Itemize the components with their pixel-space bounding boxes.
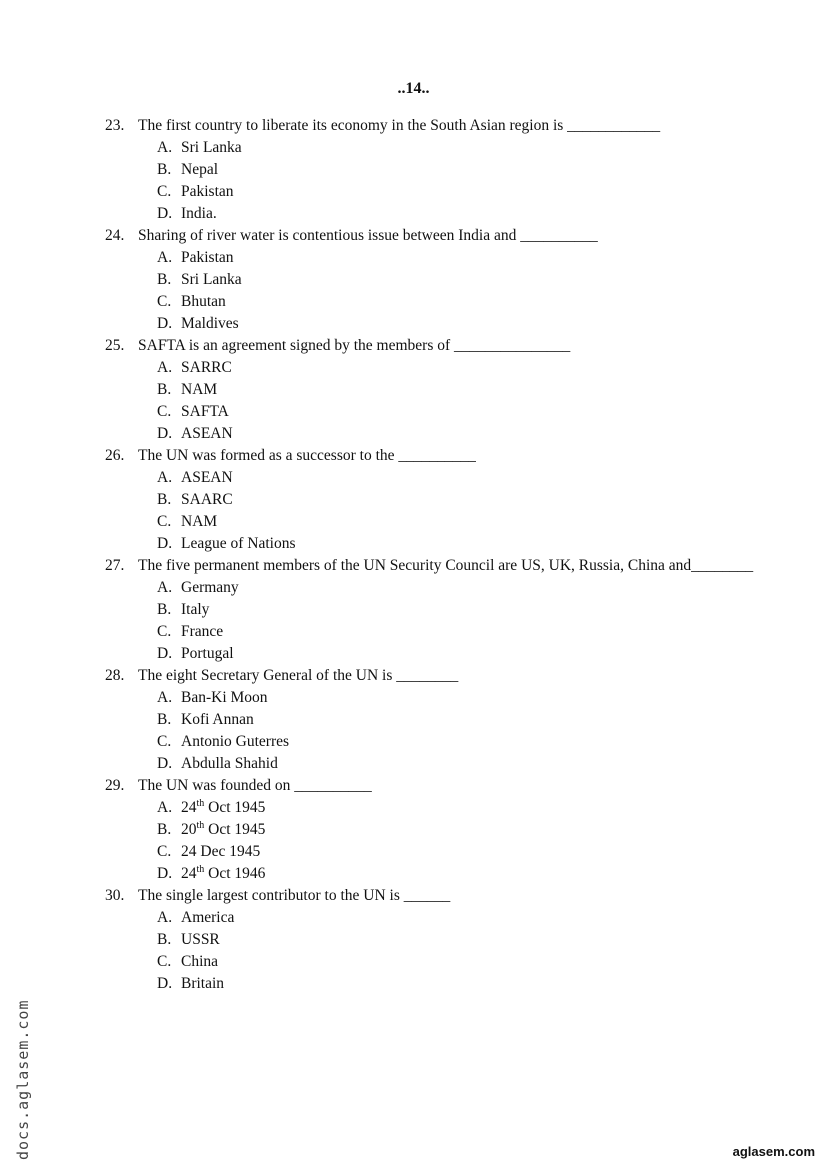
question-text: The first country to liberate its economy in the South Asian region is ____________ bbox=[138, 117, 661, 134]
question-30 bbox=[105, 885, 775, 907]
option bbox=[105, 797, 775, 819]
option bbox=[105, 687, 775, 709]
option-letter: D. bbox=[157, 865, 173, 882]
question-text: The eight Secretary General of the UN is ________ bbox=[138, 667, 459, 684]
footer-brand: aglasem.com bbox=[732, 1144, 815, 1159]
option-letter: B. bbox=[157, 821, 172, 838]
option-letter: C. bbox=[157, 403, 172, 420]
question-text: The UN was founded on __________ bbox=[138, 777, 372, 794]
option-text: NAM bbox=[181, 513, 218, 530]
option-day: 20 bbox=[181, 821, 197, 838]
question-number: 29. bbox=[105, 777, 125, 794]
question-26 bbox=[105, 445, 775, 467]
question-number: 26. bbox=[105, 447, 125, 464]
option-day: 24 bbox=[181, 799, 197, 816]
ordinal-suffix: th bbox=[196, 797, 205, 809]
option bbox=[105, 709, 775, 731]
option-text: Britain bbox=[181, 975, 225, 992]
option bbox=[105, 313, 775, 335]
question-23 bbox=[105, 115, 775, 137]
option-letter: D. bbox=[157, 425, 173, 442]
option bbox=[105, 511, 775, 533]
option-text: Kofi Annan bbox=[181, 711, 254, 728]
option-letter: A. bbox=[157, 579, 173, 596]
option-rest: Oct 1945 bbox=[204, 799, 266, 816]
option-rest: Oct 1946 bbox=[204, 865, 266, 882]
option bbox=[105, 159, 775, 181]
option-text: Nepal bbox=[181, 161, 219, 178]
option-letter: B. bbox=[157, 491, 172, 508]
option-text: Portugal bbox=[181, 645, 234, 662]
option-text: SAARC bbox=[181, 491, 233, 508]
side-watermark: docs.aglasem.com bbox=[14, 999, 32, 1160]
option-text: USSR bbox=[181, 931, 220, 948]
option-letter: A. bbox=[157, 359, 173, 376]
option-letter: C. bbox=[157, 953, 172, 970]
option bbox=[105, 291, 775, 313]
option bbox=[105, 643, 775, 665]
question-29 bbox=[105, 775, 775, 797]
option-letter: B. bbox=[157, 711, 172, 728]
option-letter: C. bbox=[157, 843, 172, 860]
option-letter: A. bbox=[157, 909, 173, 926]
page-number: ..14.. bbox=[397, 80, 430, 97]
question-27 bbox=[105, 555, 775, 577]
option bbox=[105, 181, 775, 203]
option-text: Bhutan bbox=[181, 293, 226, 310]
option-text: Italy bbox=[181, 601, 210, 618]
option-letter: B. bbox=[157, 381, 172, 398]
option-letter: A. bbox=[157, 249, 173, 266]
option bbox=[105, 533, 775, 555]
option bbox=[105, 489, 775, 511]
option-day: 24 bbox=[181, 865, 197, 882]
option-text bbox=[181, 819, 265, 841]
option bbox=[105, 247, 775, 269]
option-letter: B. bbox=[157, 931, 172, 948]
ordinal-suffix: th bbox=[196, 819, 205, 831]
option-text: 24 Dec 1945 bbox=[181, 843, 261, 860]
option-letter: D. bbox=[157, 975, 173, 992]
question-number: 24. bbox=[105, 227, 125, 244]
option bbox=[105, 929, 775, 951]
option bbox=[105, 621, 775, 643]
option bbox=[105, 863, 775, 885]
option-letter: D. bbox=[157, 315, 173, 332]
option-letter: A. bbox=[157, 689, 173, 706]
option-text: SAFTA bbox=[181, 403, 229, 420]
option bbox=[105, 819, 775, 841]
question-number: 23. bbox=[105, 117, 125, 134]
option bbox=[105, 357, 775, 379]
option-letter: B. bbox=[157, 161, 172, 178]
option bbox=[105, 907, 775, 929]
option-text: NAM bbox=[181, 381, 218, 398]
option-letter: C. bbox=[157, 513, 172, 530]
option-text: SARRC bbox=[181, 359, 232, 376]
option-text: Sri Lanka bbox=[181, 139, 242, 156]
option-letter: C. bbox=[157, 183, 172, 200]
ordinal-suffix: th bbox=[196, 863, 205, 875]
option bbox=[105, 731, 775, 753]
option-letter: D. bbox=[157, 645, 173, 662]
question-number: 28. bbox=[105, 667, 125, 684]
option-rest: Oct 1945 bbox=[204, 821, 266, 838]
option-letter: A. bbox=[157, 139, 173, 156]
option-text: France bbox=[181, 623, 224, 640]
option-text: Maldives bbox=[181, 315, 239, 332]
option-text bbox=[181, 863, 265, 885]
option-text: Pakistan bbox=[181, 183, 234, 200]
option-letter: B. bbox=[157, 601, 172, 618]
option-text: Pakistan bbox=[181, 249, 234, 266]
option-text: Antonio Guterres bbox=[181, 733, 290, 750]
question-text: SAFTA is an agreement signed by the members of _______________ bbox=[138, 337, 571, 354]
option bbox=[105, 137, 775, 159]
option-text: America bbox=[181, 909, 235, 926]
option-text: ASEAN bbox=[181, 469, 233, 486]
option-text: ASEAN bbox=[181, 425, 233, 442]
question-28 bbox=[105, 665, 775, 687]
option-letter: A. bbox=[157, 799, 173, 816]
option-text: Germany bbox=[181, 579, 239, 596]
option bbox=[105, 401, 775, 423]
option bbox=[105, 423, 775, 445]
option-letter: D. bbox=[157, 535, 173, 552]
question-text: The single largest contributor to the UN is ______ bbox=[138, 887, 451, 904]
option bbox=[105, 203, 775, 225]
option bbox=[105, 379, 775, 401]
option-text bbox=[181, 797, 265, 819]
question-number: 27. bbox=[105, 557, 125, 574]
option-text: Sri Lanka bbox=[181, 271, 242, 288]
question-text: Sharing of river water is contentious issue between India and __________ bbox=[138, 227, 598, 244]
option-text: League of Nations bbox=[181, 535, 296, 552]
question-24 bbox=[105, 225, 775, 247]
question-number: 30. bbox=[105, 887, 125, 904]
question-text: The UN was formed as a successor to the __________ bbox=[138, 447, 476, 464]
option-text: India. bbox=[181, 205, 217, 222]
question-list bbox=[105, 115, 775, 995]
option bbox=[105, 577, 775, 599]
question-text: The five permanent members of the UN Security Council are US, UK, Russia, China and________ bbox=[138, 557, 754, 574]
option bbox=[105, 951, 775, 973]
option-letter: C. bbox=[157, 623, 172, 640]
option bbox=[105, 841, 775, 863]
option bbox=[105, 973, 775, 995]
option-letter: D. bbox=[157, 205, 173, 222]
option-text: China bbox=[181, 953, 219, 970]
option-letter: A. bbox=[157, 469, 173, 486]
option-text: Abdulla Shahid bbox=[181, 755, 278, 772]
option-letter: C. bbox=[157, 733, 172, 750]
option-letter: B. bbox=[157, 271, 172, 288]
option-letter: D. bbox=[157, 755, 173, 772]
question-number: 25. bbox=[105, 337, 125, 354]
option bbox=[105, 599, 775, 621]
option-text: Ban-Ki Moon bbox=[181, 689, 268, 706]
option bbox=[105, 753, 775, 775]
option-letter: C. bbox=[157, 293, 172, 310]
question-25 bbox=[105, 335, 775, 357]
option bbox=[105, 269, 775, 291]
option bbox=[105, 467, 775, 489]
